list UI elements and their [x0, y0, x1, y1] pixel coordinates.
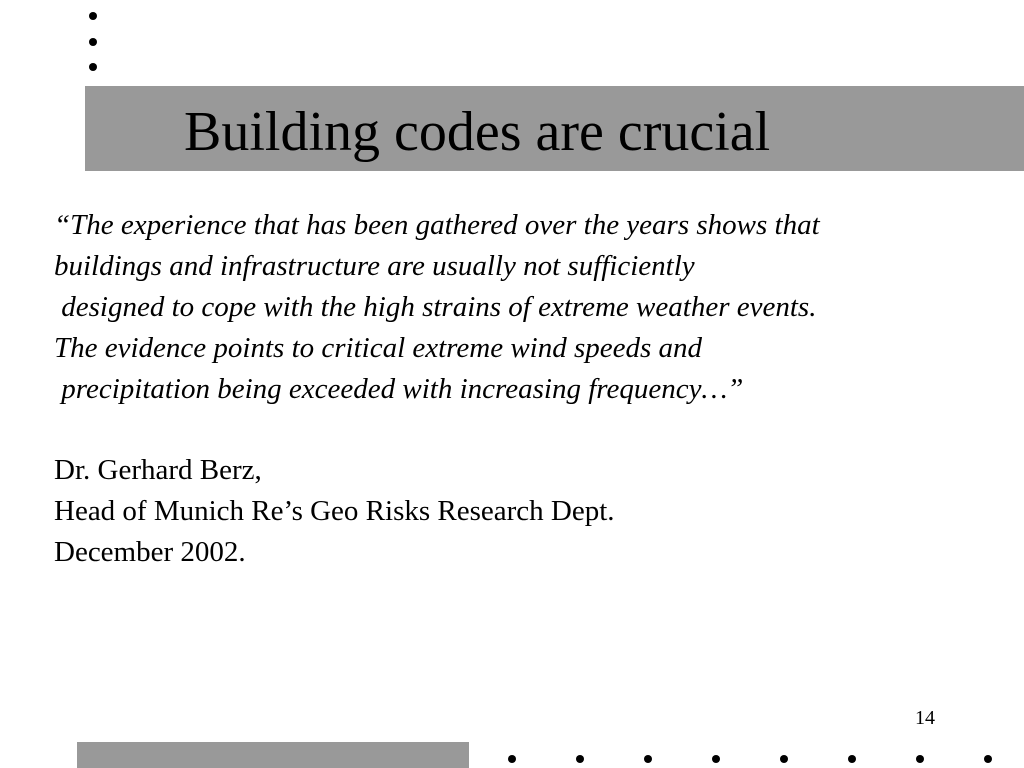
attribution-block	[54, 450, 615, 573]
attribution-role: Head of Munich Re’s Geo Risks Research Dept.	[54, 495, 615, 527]
footer-bullet-dot	[916, 755, 924, 763]
footer-bullet-dot	[508, 755, 516, 763]
attribution-author: Dr. Gerhard Berz,	[54, 454, 262, 486]
footer-band	[77, 742, 469, 768]
quote-block	[54, 205, 820, 410]
footer-bullet-dot	[780, 755, 788, 763]
footer-bullet-dot	[576, 755, 584, 763]
footer-bullet-dot	[644, 755, 652, 763]
footer-bullet-dot	[984, 755, 992, 763]
top-bullet-dot	[89, 12, 97, 20]
attribution-date: December 2002.	[54, 536, 246, 568]
page-number: 14	[915, 707, 935, 729]
top-bullet-dot	[89, 38, 97, 46]
top-bullet-dot	[89, 63, 97, 71]
footer-bullet-dot	[712, 755, 720, 763]
quote-line: The evidence points to critical extreme wind speeds and	[54, 332, 703, 364]
footer-bullet-dot	[848, 755, 856, 763]
quote-line: precipitation being exceeded with increasing frequency…”	[54, 373, 744, 405]
quote-line: buildings and infrastructure are usually not sufficiently	[54, 250, 695, 282]
quote-line: designed to cope with the high strains of extreme weather events.	[54, 291, 817, 323]
quote-line: “The experience that has been gathered over the years shows that	[54, 209, 820, 241]
slide-title: Building codes are crucial	[184, 101, 771, 163]
